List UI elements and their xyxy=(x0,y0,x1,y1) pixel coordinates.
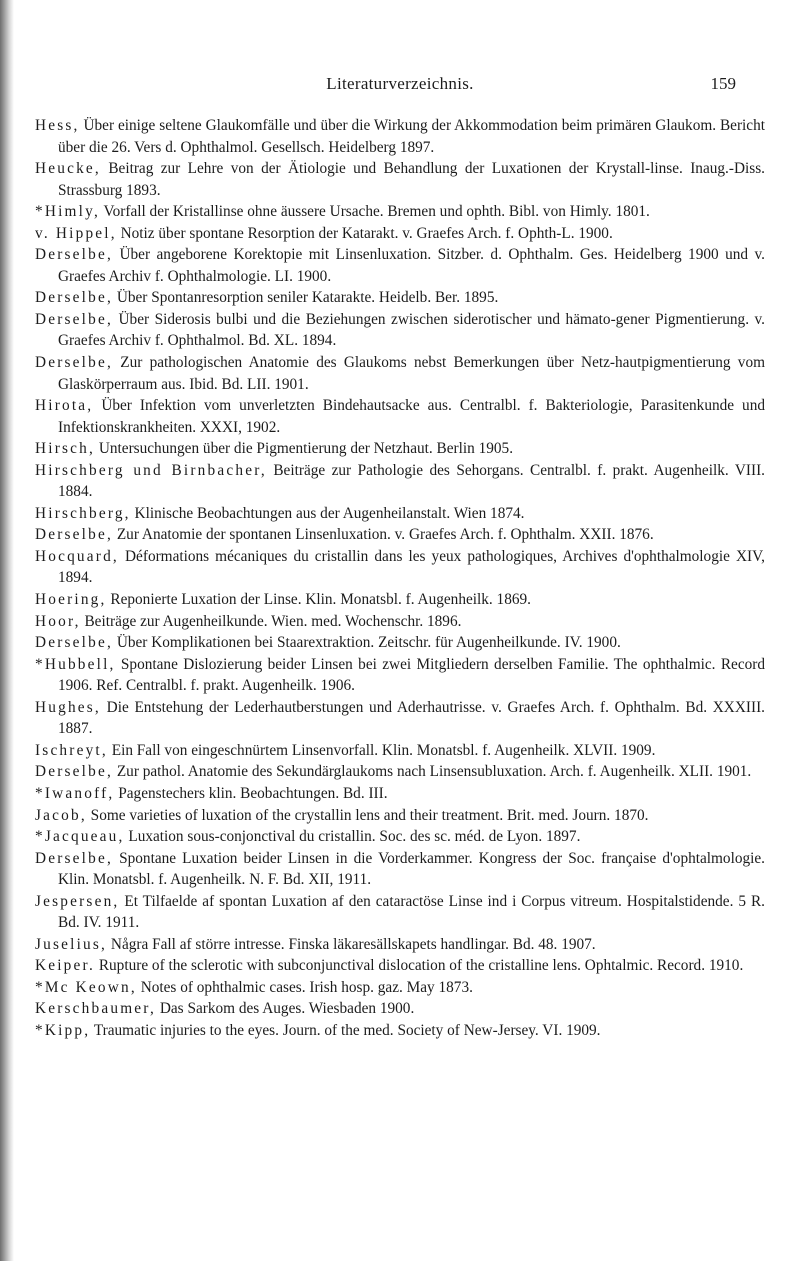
reference-entry xyxy=(35,546,765,589)
reference-text: Spontane Luxation beider Linsen in die Vorderkammer. Kongress der Soc. française d'ophtalmologie. Klin. Monatsbl. f. Augenheilk. N. F. Bd. XII, 1911. xyxy=(58,849,765,889)
reference-author: Derselbe, xyxy=(35,849,113,867)
reference-entry xyxy=(35,352,765,395)
reference-author: Hoor, xyxy=(35,612,81,630)
reference-entry xyxy=(35,955,765,977)
reference-text: Beiträge zur Pathologie des Sehorgans. Centralbl. f. prakt. Augenheilk. VIII. 1884. xyxy=(58,461,765,501)
reference-author: Hirsch, xyxy=(35,440,96,458)
reference-text: Beiträge zur Augenheilkunde. Wien. med. Wochenschr. 1896. xyxy=(80,612,462,630)
reference-text: Some varieties of luxation of the crystallin lens and their treatment. Brit. med. Journ. 1870. xyxy=(86,806,649,824)
reference-text: Das Sarkom des Auges. Wiesbaden 1900. xyxy=(156,1000,415,1018)
reference-text: Beitrag zur Lehre von der Ätiologie und Behandlung der Luxationen der Krystall-linse. Inaug.-Diss. Strassburg 1893. xyxy=(58,160,765,199)
reference-entry xyxy=(35,977,765,999)
reference-entry xyxy=(35,761,765,783)
reference-text: Et Tilfaelde af spontan Luxation af den cataractöse Linse ind i Corpus vitreum. Hospitalstidende. 5 R. Bd. IV. 1911. xyxy=(58,892,765,932)
reference-entry xyxy=(35,438,765,460)
reference-entry xyxy=(35,223,765,245)
reference-author: Derselbe, xyxy=(35,246,113,264)
reference-entry xyxy=(35,287,765,309)
page-header xyxy=(0,74,800,98)
reference-author: *Himly, xyxy=(35,203,100,221)
reference-text: Untersuchungen über die Pigmentierung der Netzhaut. Berlin 1905. xyxy=(95,440,514,458)
reference-text: Über Siderosis bulbi und die Beziehungen zwischen siderotischer und hämato-gener Pigmentierung. v. Graefes Archiv f. Ophthalmol. Bd. XL. 1894. xyxy=(58,310,765,350)
reference-author: Hirota, xyxy=(35,397,94,415)
reference-text: Über Infektion vom unverletzten Bindehautsacke aus. Centralbl. f. Bakteriologie, Parasitenkunde und Infektionskrankheiten. XXXI, 1902. xyxy=(58,397,765,436)
reference-entry xyxy=(35,1020,765,1042)
reference-author: Hirschberg und Birnbacher, xyxy=(35,461,267,479)
reference-author: Juselius, xyxy=(35,935,108,953)
reference-entry xyxy=(35,891,765,934)
reference-author: Derselbe, xyxy=(35,763,113,781)
reference-author: Jespersen, xyxy=(35,892,120,910)
reference-entry xyxy=(35,826,765,848)
reference-text: Traumatic injuries to the eyes. Journ. of the med. Society of New-Jersey. VI. 1909. xyxy=(90,1021,601,1039)
reference-text: Spontane Dislozierung beider Linsen bei zwei Mitgliedern derselben Familie. The ophthalmic. Record 1906. Ref. Centralbl. f. prakt. Augenheilk. 1906. xyxy=(58,655,765,695)
reference-entry xyxy=(35,309,765,352)
reference-author: Derselbe, xyxy=(35,310,113,328)
reference-entry xyxy=(35,740,765,762)
reference-entry xyxy=(35,115,765,158)
reference-entry xyxy=(35,460,765,503)
reference-entry xyxy=(35,201,765,223)
reference-author: Hocquard, xyxy=(35,547,119,565)
reference-entry xyxy=(35,395,765,438)
book-spine-shadow xyxy=(0,0,14,1261)
reference-author: *Iwanoff, xyxy=(35,784,115,802)
reference-entry xyxy=(35,611,765,633)
reference-author: *Jacqueau, xyxy=(35,828,125,846)
reference-entry xyxy=(35,654,765,697)
reference-author: Derselbe, xyxy=(35,354,113,372)
reference-text: Klinische Beobachtungen aus der Augenheilanstalt. Wien 1874. xyxy=(130,504,525,522)
page-number: 159 xyxy=(710,74,736,93)
page-title: Literaturverzeichnis. xyxy=(326,74,474,93)
reference-text: Ein Fall von eingeschnürtem Linsenvorfall. Klin. Monatsbl. f. Augenheilk. XLVII. 1909. xyxy=(107,741,656,759)
reference-entry xyxy=(35,503,765,525)
reference-text: Die Entstehung der Lederhautberstungen und Aderhautrisse. v. Graefes Arch. f. Ophthalm. Bd. XXXIII. 1887. xyxy=(58,698,765,738)
reference-entry xyxy=(35,805,765,827)
reference-author: Hess, xyxy=(35,117,80,134)
reference-text: Luxation sous-conjonctival du cristallin. Soc. des sc. méd. de Lyon. 1897. xyxy=(124,828,581,846)
reference-text: Über Komplikationen bei Staarextraktion. Zeitschr. für Augenheilkunde. IV. 1900. xyxy=(113,634,621,652)
reference-entry xyxy=(35,783,765,805)
reference-entry xyxy=(35,632,765,654)
reference-author: Jacob, xyxy=(35,806,87,824)
reference-entry xyxy=(35,589,765,611)
reference-author: Keiper. xyxy=(35,957,95,975)
reference-entry xyxy=(35,934,765,956)
reference-text: Über einige seltene Glaukomfälle und über die Wirkung der Akkommodation beim primären Glaukom. Bericht über die 26. Vers d. Ophthalmol. Gesellsch. Heidelberg 1897. xyxy=(58,117,765,156)
reference-author: Ischreyt, xyxy=(35,741,108,759)
reference-text: Notes of ophthalmic cases. Irish hosp. gaz. May 1873. xyxy=(136,978,473,996)
reference-text: Über Spontanresorption seniler Katarakte. Heidelb. Ber. 1895. xyxy=(113,289,499,307)
reference-author: Derselbe, xyxy=(35,526,113,544)
reference-author: Hirschberg, xyxy=(35,504,131,522)
reference-author: Kerschbaumer, xyxy=(35,1000,157,1018)
reference-entry xyxy=(35,848,765,891)
reference-text: Några Fall af större intresse. Finska läkaresällskapets handlingar. Bd. 48. 1907. xyxy=(107,935,596,953)
reference-text: Zur Anatomie der spontanen Linsenluxation. v. Graefes Arch. f. Ophthalm. XXII. 1876. xyxy=(113,526,654,544)
reference-author: v. Hippel, xyxy=(35,224,117,242)
reference-entry xyxy=(35,244,765,287)
reference-text: Rupture of the sclerotic with subconjunctival dislocation of the cristalline lens. Ophtalmic. Record. 1910. xyxy=(95,957,744,975)
reference-text: Déformations mécaniques du cristallin dans les yeux pathologiques, Archives d'ophthalmologie XIV, 1894. xyxy=(58,547,765,587)
reference-text: Zur pathologischen Anatomie des Glaukoms nebst Bemerkungen über Netz-hautpigmentierung vom Glaskörperraum aus. Ibid. Bd. LII. 1901. xyxy=(58,354,765,393)
reference-author: Derselbe, xyxy=(35,289,113,307)
reference-text: Notiz über spontane Resorption der Katarakt. v. Graefes Arch. f. Ophth-L. 1900. xyxy=(116,224,613,242)
reference-list xyxy=(35,115,765,1042)
reference-entry xyxy=(35,697,765,740)
reference-author: *Hubbell, xyxy=(35,655,116,673)
reference-entry xyxy=(35,524,765,546)
reference-text: Über angeborene Korektopie mit Linsenluxation. Sitzber. d. Ophthalm. Ges. Heidelberg 1900 und v. Graefes Archiv f. Ophthalmologie. LI. 1900. xyxy=(58,246,765,285)
reference-entry xyxy=(35,158,765,201)
reference-text: Vorfall der Kristallinse ohne äussere Ursache. Bremen und ophth. Bibl. von Himly. 1801. xyxy=(99,203,650,221)
reference-text: Reponierte Luxation der Linse. Klin. Monatsbl. f. Augenheilk. 1869. xyxy=(106,591,531,609)
reference-author: Heucke, xyxy=(35,160,101,178)
reference-author: *Mc Keown, xyxy=(35,978,137,996)
reference-author: Derselbe, xyxy=(35,634,113,652)
reference-text: Pagenstechers klin. Beobachtungen. Bd. III. xyxy=(114,784,388,802)
reference-text: Zur pathol. Anatomie des Sekundärglaukoms nach Linsensubluxation. Arch. f. Augenheilk. XLII. 1901. xyxy=(113,763,752,781)
reference-author: *Kipp, xyxy=(35,1021,91,1039)
reference-author: Hoering, xyxy=(35,591,107,609)
reference-author: Hughes, xyxy=(35,698,101,716)
reference-entry xyxy=(35,998,765,1020)
